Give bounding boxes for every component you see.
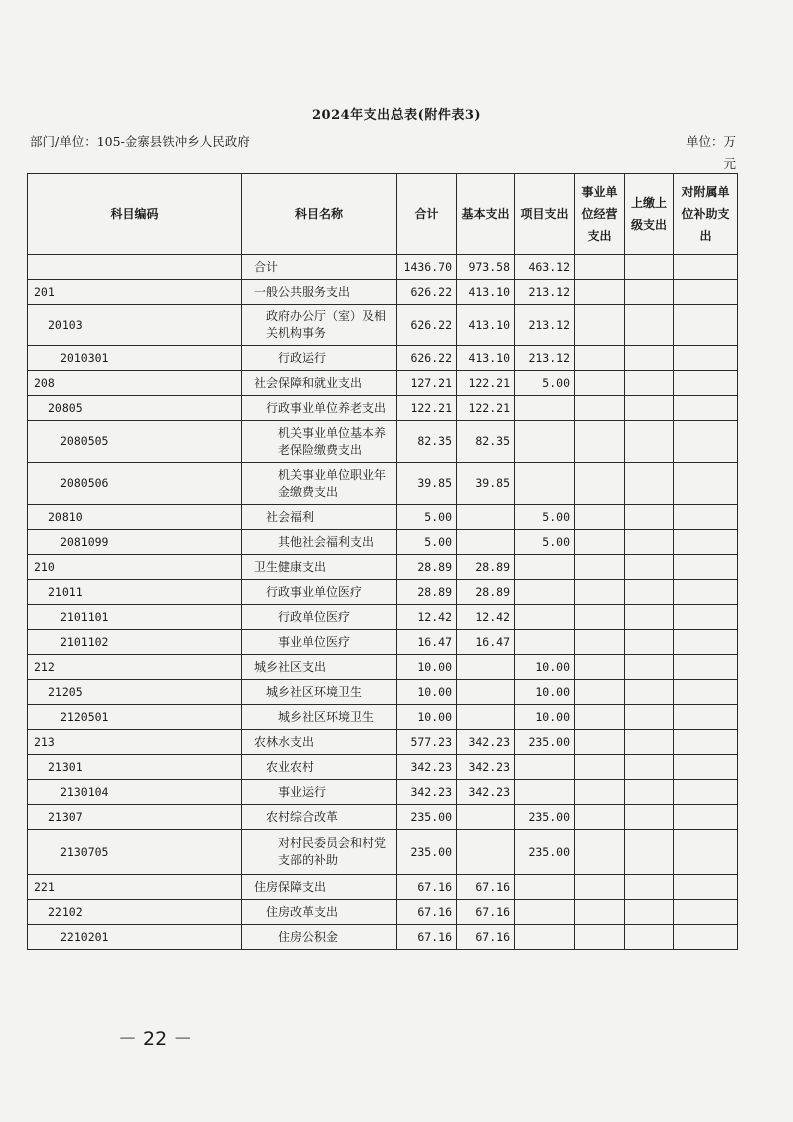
project-cell	[515, 755, 575, 780]
name-cell: 事业单位医疗	[242, 630, 397, 655]
subsidy-cell	[674, 730, 738, 755]
subsidy-cell	[674, 580, 738, 605]
table-row	[28, 530, 738, 555]
code-cell: 2080506	[28, 463, 242, 505]
subsidy-cell	[674, 530, 738, 555]
subsidy-cell	[674, 875, 738, 900]
project-cell	[515, 875, 575, 900]
business-cell	[575, 305, 625, 346]
subsidy-cell	[674, 280, 738, 305]
total-cell: 626.22	[397, 305, 457, 346]
name-cell: 行政事业单位医疗	[242, 580, 397, 605]
basic-cell: 28.89	[457, 555, 515, 580]
business-cell	[575, 580, 625, 605]
code-cell: 20103	[28, 305, 242, 346]
table-row	[28, 630, 738, 655]
total-cell: 39.85	[397, 463, 457, 505]
name-cell: 农林水支出	[242, 730, 397, 755]
header-total: 合计	[397, 174, 457, 255]
basic-cell: 122.21	[457, 371, 515, 396]
code-cell: 210	[28, 555, 242, 580]
business-cell	[575, 280, 625, 305]
total-cell: 10.00	[397, 655, 457, 680]
total-cell: 235.00	[397, 805, 457, 830]
business-cell	[575, 730, 625, 755]
total-cell: 16.47	[397, 630, 457, 655]
subsidy-cell	[674, 255, 738, 280]
business-cell	[575, 875, 625, 900]
basic-cell: 67.16	[457, 900, 515, 925]
total-cell: 342.23	[397, 780, 457, 805]
name-cell: 行政单位医疗	[242, 605, 397, 630]
name-cell: 行政事业单位养老支出	[242, 396, 397, 421]
table-row	[28, 463, 738, 505]
project-cell	[515, 900, 575, 925]
subsidy-cell	[674, 505, 738, 530]
name-cell: 社会福利	[242, 505, 397, 530]
table-row	[28, 305, 738, 346]
basic-cell	[457, 705, 515, 730]
code-cell: 2101102	[28, 630, 242, 655]
project-cell: 5.00	[515, 505, 575, 530]
header-project: 项目支出	[515, 174, 575, 255]
upper-cell	[625, 705, 674, 730]
basic-cell	[457, 805, 515, 830]
basic-cell: 122.21	[457, 396, 515, 421]
code-cell: 2081099	[28, 530, 242, 555]
upper-cell	[625, 755, 674, 780]
basic-cell	[457, 530, 515, 555]
table-row	[28, 755, 738, 780]
upper-cell	[625, 900, 674, 925]
upper-cell	[625, 630, 674, 655]
code-cell: 21301	[28, 755, 242, 780]
project-cell	[515, 605, 575, 630]
project-cell: 235.00	[515, 730, 575, 755]
code-cell: 20805	[28, 396, 242, 421]
name-cell: 合计	[242, 255, 397, 280]
project-cell	[515, 925, 575, 950]
table-row	[28, 900, 738, 925]
table-row	[28, 555, 738, 580]
basic-cell: 413.10	[457, 346, 515, 371]
basic-cell	[457, 655, 515, 680]
code-cell: 21205	[28, 680, 242, 705]
project-cell: 5.00	[515, 371, 575, 396]
upper-cell	[625, 396, 674, 421]
department-label: 部门/单位：105-金寨县铁冲乡人民政府	[30, 134, 250, 149]
table-row	[28, 580, 738, 605]
project-cell: 235.00	[515, 830, 575, 875]
subsidy-cell	[674, 830, 738, 875]
name-cell: 行政运行	[242, 346, 397, 371]
upper-cell	[625, 421, 674, 463]
table-row	[28, 371, 738, 396]
code-cell: 2130104	[28, 780, 242, 805]
project-cell: 5.00	[515, 530, 575, 555]
total-cell: 67.16	[397, 900, 457, 925]
subsidy-cell	[674, 680, 738, 705]
table-row	[28, 396, 738, 421]
basic-cell: 28.89	[457, 580, 515, 605]
table-row	[28, 875, 738, 900]
subsidy-cell	[674, 463, 738, 505]
basic-cell: 82.35	[457, 421, 515, 463]
table-row	[28, 255, 738, 280]
table-row	[28, 925, 738, 950]
basic-cell	[457, 505, 515, 530]
basic-cell	[457, 680, 515, 705]
basic-cell: 342.23	[457, 755, 515, 780]
subsidy-cell	[674, 371, 738, 396]
table-row	[28, 280, 738, 305]
name-cell: 城乡社区支出	[242, 655, 397, 680]
project-cell	[515, 463, 575, 505]
name-cell: 农业农村	[242, 755, 397, 780]
name-cell: 事业运行	[242, 780, 397, 805]
basic-cell: 67.16	[457, 925, 515, 950]
basic-cell: 342.23	[457, 780, 515, 805]
name-cell: 机关事业单位职业年金缴费支出	[242, 463, 397, 505]
project-cell	[515, 580, 575, 605]
unit-label: 单位：万元	[685, 134, 736, 171]
table-row	[28, 346, 738, 371]
basic-cell: 39.85	[457, 463, 515, 505]
upper-cell	[625, 680, 674, 705]
upper-cell	[625, 780, 674, 805]
upper-cell	[625, 830, 674, 875]
business-cell	[575, 755, 625, 780]
subsidy-cell	[674, 605, 738, 630]
name-cell: 一般公共服务支出	[242, 280, 397, 305]
code-cell: 221	[28, 875, 242, 900]
project-cell	[515, 555, 575, 580]
business-cell	[575, 655, 625, 680]
table-row	[28, 655, 738, 680]
subsidy-cell	[674, 755, 738, 780]
upper-cell	[625, 730, 674, 755]
name-cell: 卫生健康支出	[242, 555, 397, 580]
header-subsidy: 对附属单位补助支出	[674, 174, 738, 255]
header-basic: 基本支出	[457, 174, 515, 255]
total-cell: 342.23	[397, 755, 457, 780]
name-cell: 住房公积金	[242, 925, 397, 950]
name-cell: 机关事业单位基本养老保险缴费支出	[242, 421, 397, 463]
table-header-row	[28, 174, 738, 255]
table-row	[28, 730, 738, 755]
business-cell	[575, 830, 625, 875]
header-name: 科目名称	[242, 174, 397, 255]
project-cell: 235.00	[515, 805, 575, 830]
business-cell	[575, 555, 625, 580]
code-cell: 2080505	[28, 421, 242, 463]
business-cell	[575, 680, 625, 705]
table-row	[28, 421, 738, 463]
name-cell: 其他社会福利支出	[242, 530, 397, 555]
name-cell: 政府办公厅（室）及相关机构事务	[242, 305, 397, 346]
name-cell: 住房保障支出	[242, 875, 397, 900]
business-cell	[575, 605, 625, 630]
business-cell	[575, 463, 625, 505]
business-cell	[575, 255, 625, 280]
project-cell	[515, 780, 575, 805]
project-cell	[515, 421, 575, 463]
basic-cell	[457, 830, 515, 875]
total-cell: 577.23	[397, 730, 457, 755]
total-cell: 626.22	[397, 346, 457, 371]
header-business: 事业单位经营支出	[575, 174, 625, 255]
upper-cell	[625, 255, 674, 280]
code-cell: 21011	[28, 580, 242, 605]
business-cell	[575, 925, 625, 950]
upper-cell	[625, 530, 674, 555]
upper-cell	[625, 505, 674, 530]
total-cell: 10.00	[397, 705, 457, 730]
subsidy-cell	[674, 630, 738, 655]
project-cell: 463.12	[515, 255, 575, 280]
table-row	[28, 705, 738, 730]
total-cell: 626.22	[397, 280, 457, 305]
basic-cell: 973.58	[457, 255, 515, 280]
business-cell	[575, 900, 625, 925]
name-cell: 城乡社区环境卫生	[242, 680, 397, 705]
total-cell: 127.21	[397, 371, 457, 396]
code-cell: 21307	[28, 805, 242, 830]
business-cell	[575, 346, 625, 371]
upper-cell	[625, 655, 674, 680]
total-cell: 5.00	[397, 530, 457, 555]
code-cell	[28, 255, 242, 280]
project-cell: 10.00	[515, 705, 575, 730]
upper-cell	[625, 580, 674, 605]
total-cell: 235.00	[397, 830, 457, 875]
business-cell	[575, 705, 625, 730]
table-row	[28, 805, 738, 830]
table-row	[28, 605, 738, 630]
subsidy-cell	[674, 305, 738, 346]
project-cell: 10.00	[515, 655, 575, 680]
upper-cell	[625, 280, 674, 305]
subsidy-cell	[674, 655, 738, 680]
subsidy-cell	[674, 900, 738, 925]
subsidy-cell	[674, 780, 738, 805]
header-code: 科目编码	[28, 174, 242, 255]
name-cell: 对村民委员会和村党支部的补助	[242, 830, 397, 875]
code-cell: 2120501	[28, 705, 242, 730]
total-cell: 67.16	[397, 875, 457, 900]
basic-cell: 342.23	[457, 730, 515, 755]
name-cell: 城乡社区环境卫生	[242, 705, 397, 730]
upper-cell	[625, 555, 674, 580]
subsidy-cell	[674, 421, 738, 463]
project-cell: 213.12	[515, 280, 575, 305]
upper-cell	[625, 463, 674, 505]
upper-cell	[625, 805, 674, 830]
table-row	[28, 830, 738, 875]
total-cell: 122.21	[397, 396, 457, 421]
upper-cell	[625, 925, 674, 950]
business-cell	[575, 630, 625, 655]
business-cell	[575, 396, 625, 421]
upper-cell	[625, 305, 674, 346]
code-cell: 20810	[28, 505, 242, 530]
subsidy-cell	[674, 925, 738, 950]
subsidy-cell	[674, 396, 738, 421]
code-cell: 212	[28, 655, 242, 680]
basic-cell: 16.47	[457, 630, 515, 655]
table-row	[28, 680, 738, 705]
subsidy-cell	[674, 555, 738, 580]
business-cell	[575, 780, 625, 805]
total-cell: 82.35	[397, 421, 457, 463]
total-cell: 1436.70	[397, 255, 457, 280]
basic-cell: 413.10	[457, 305, 515, 346]
name-cell: 社会保障和就业支出	[242, 371, 397, 396]
project-cell	[515, 396, 575, 421]
code-cell: 2010301	[28, 346, 242, 371]
code-cell: 213	[28, 730, 242, 755]
total-cell: 10.00	[397, 680, 457, 705]
page-title: 2024年支出总表(附件表3)	[311, 108, 482, 123]
table-row	[28, 505, 738, 530]
project-cell	[515, 630, 575, 655]
upper-cell	[625, 346, 674, 371]
upper-cell	[625, 605, 674, 630]
code-cell: 2210201	[28, 925, 242, 950]
project-cell: 213.12	[515, 305, 575, 346]
business-cell	[575, 371, 625, 396]
expenditure-table	[27, 173, 738, 950]
business-cell	[575, 505, 625, 530]
code-cell: 22102	[28, 900, 242, 925]
subsidy-cell	[674, 705, 738, 730]
code-cell: 201	[28, 280, 242, 305]
basic-cell: 413.10	[457, 280, 515, 305]
business-cell	[575, 421, 625, 463]
total-cell: 67.16	[397, 925, 457, 950]
business-cell	[575, 805, 625, 830]
page-number: － 22 －	[118, 1028, 193, 1050]
table-row	[28, 780, 738, 805]
name-cell: 农村综合改革	[242, 805, 397, 830]
basic-cell: 67.16	[457, 875, 515, 900]
project-cell: 213.12	[515, 346, 575, 371]
project-cell: 10.00	[515, 680, 575, 705]
total-cell: 12.42	[397, 605, 457, 630]
basic-cell: 12.42	[457, 605, 515, 630]
upper-cell	[625, 875, 674, 900]
total-cell: 5.00	[397, 505, 457, 530]
total-cell: 28.89	[397, 580, 457, 605]
subsidy-cell	[674, 805, 738, 830]
upper-cell	[625, 371, 674, 396]
code-cell: 2130705	[28, 830, 242, 875]
code-cell: 2101101	[28, 605, 242, 630]
total-cell: 28.89	[397, 555, 457, 580]
subsidy-cell	[674, 346, 738, 371]
header-upper: 上缴上级支出	[625, 174, 674, 255]
business-cell	[575, 530, 625, 555]
name-cell: 住房改革支出	[242, 900, 397, 925]
code-cell: 208	[28, 371, 242, 396]
